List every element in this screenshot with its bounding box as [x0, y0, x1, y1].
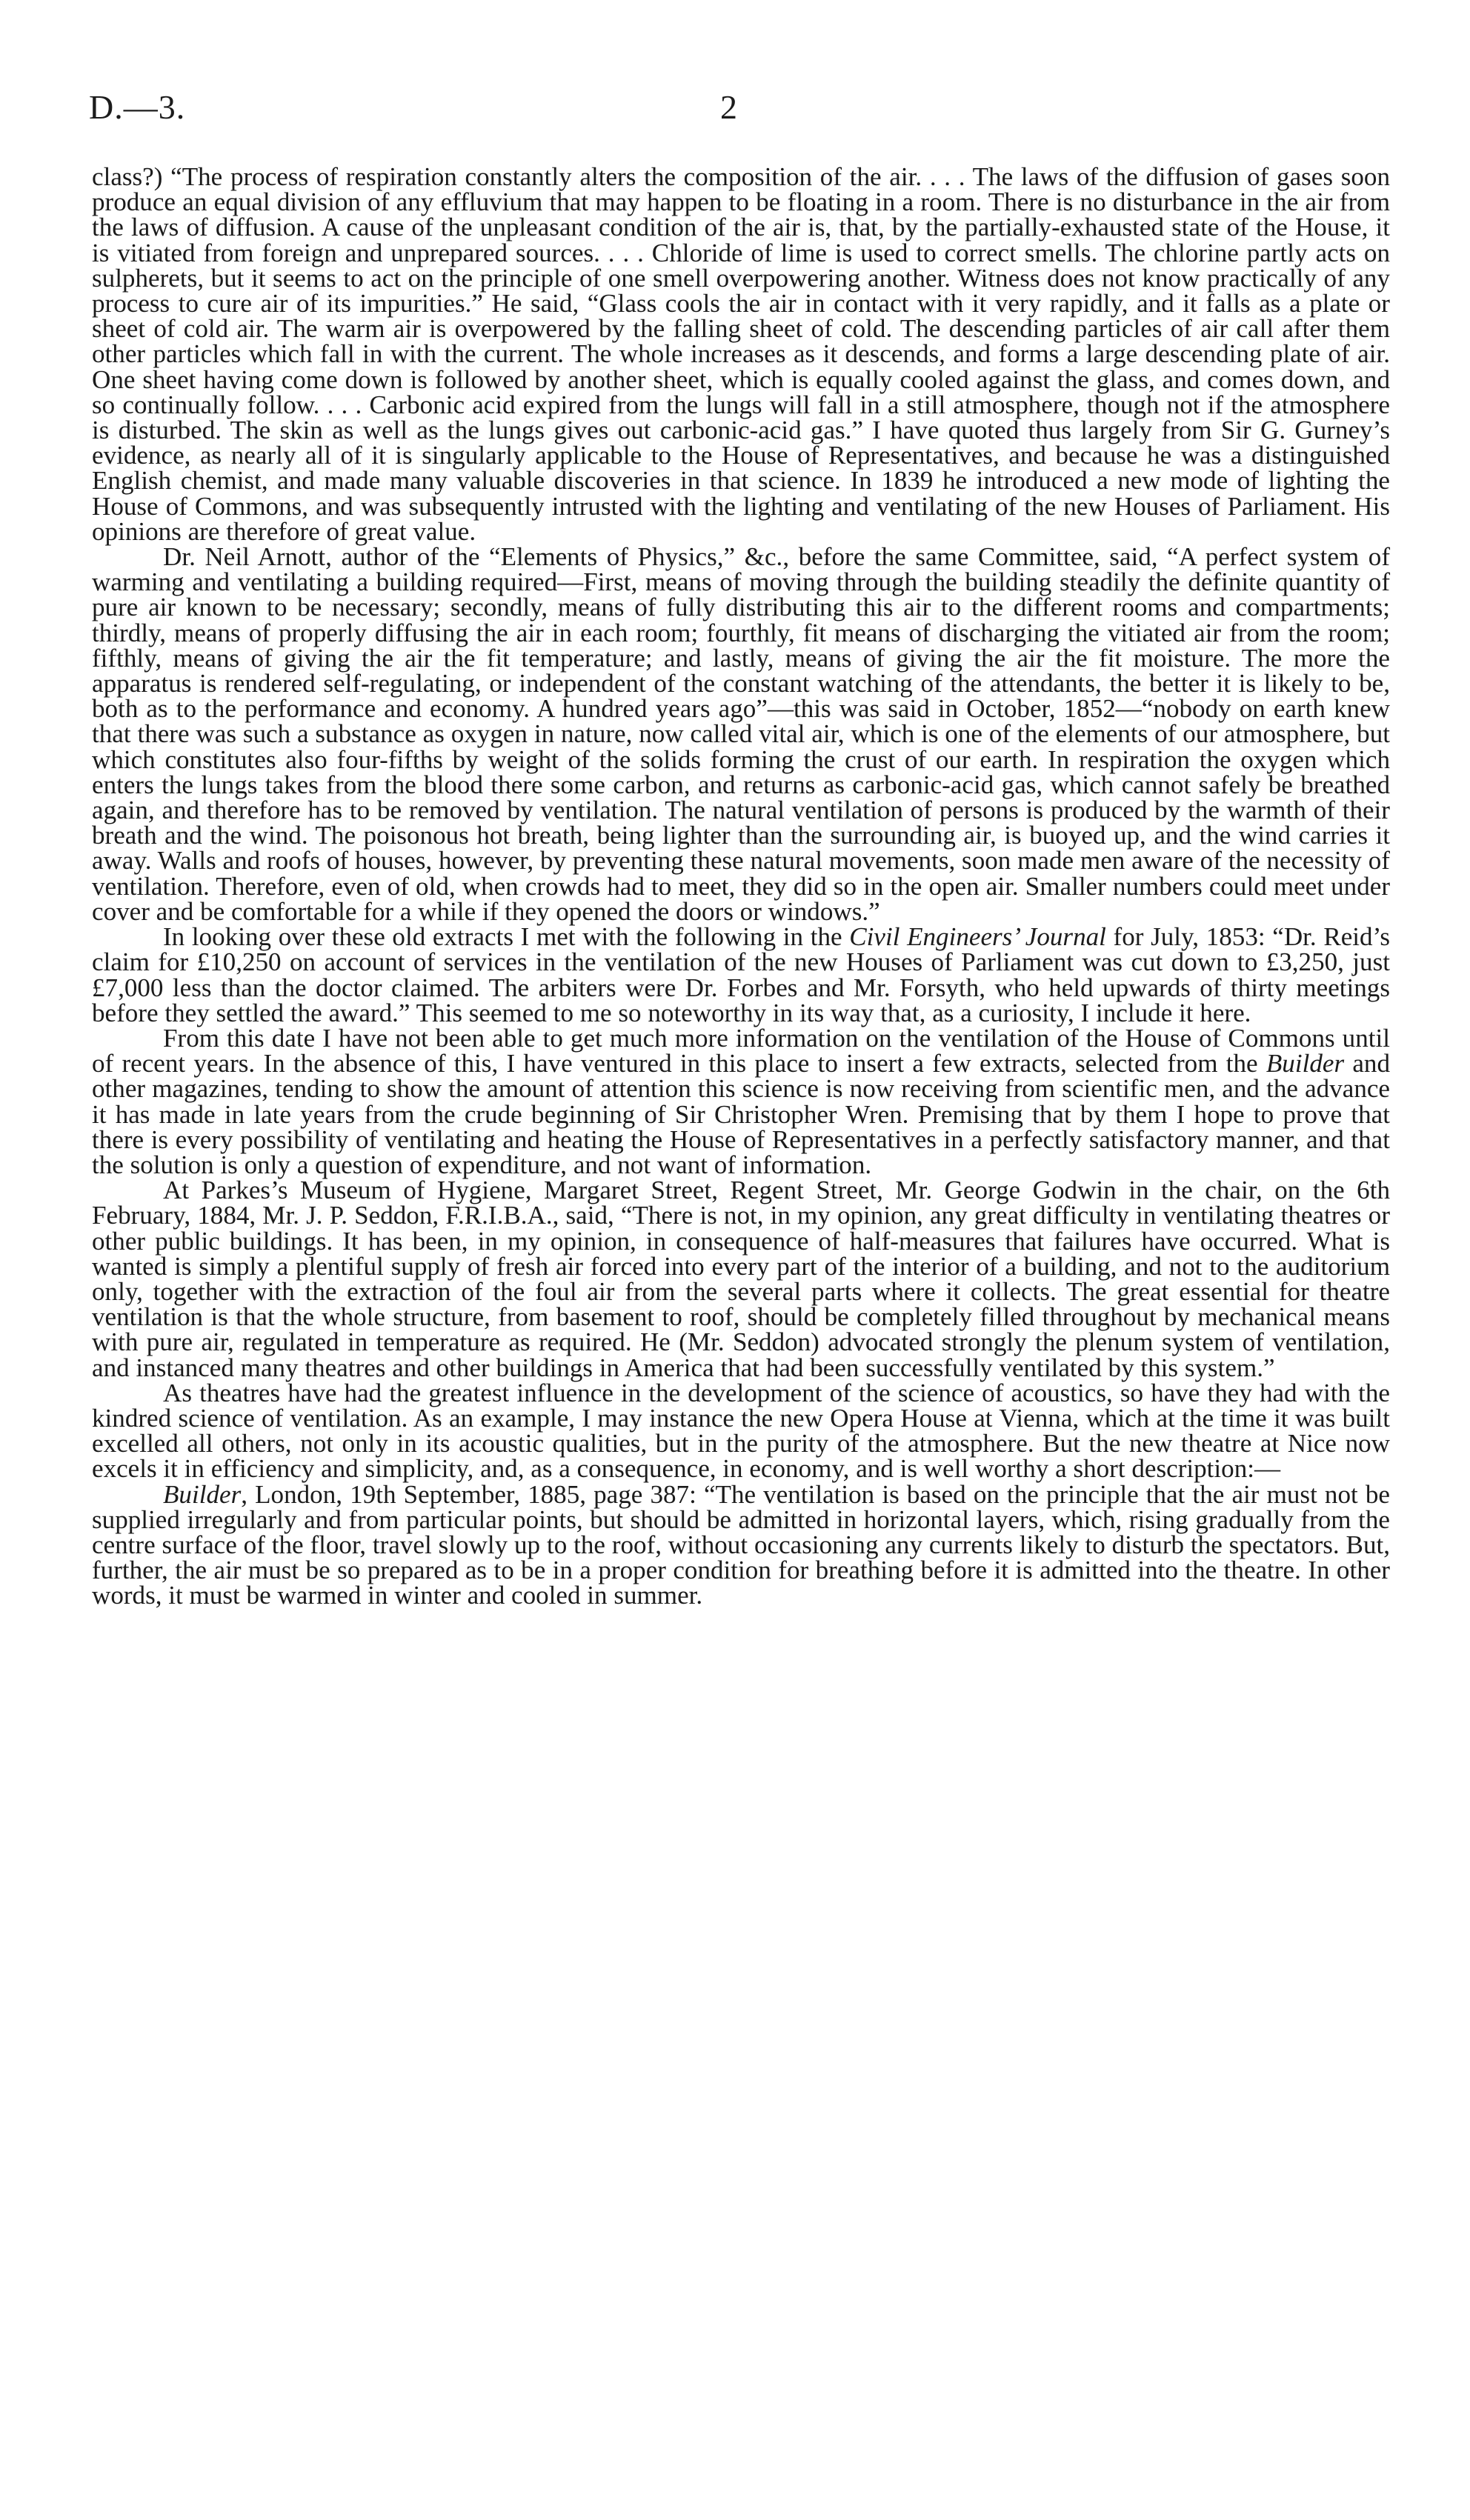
paragraph-gurney-evidence — [92, 164, 1390, 544]
page-number: 2 — [720, 88, 737, 126]
paragraph-text: and other magazines, tending to show the amount of attention this science is now receiving from scientific men, and the advance it has made in late years from the crude beginning of Sir Christopher Wren. Premising that by them I hope to prove that there is every possibility of ventilating and heating the House of Representatives in a perfectly satisfactory manner, and that the solution is only a question of expenditure, and not want of information. — [92, 1049, 1390, 1179]
journal-title: Civil Engineers’ Journal — [849, 922, 1106, 952]
paragraph-text: As theatres have had the greatest influence in the development of the science of acoustics, so have they had with the kindred science of ventilation. As an example, I may instance the new Opera House at Vienna, which at the time it was built excelled all others, not only in its acoustic qualities, but in the purity of the atmosphere. But the new theatre at Nice now excels it in efficiency and simplicity, and, as a consequence, in economy, and is well worthy a short description:— — [92, 1378, 1390, 1484]
magazine-title: Builder — [1266, 1049, 1345, 1079]
paragraph-civil-engineers-journal — [92, 924, 1390, 1026]
body-text — [92, 164, 1390, 1609]
paragraph-text: Dr. Neil Arnott, author of the “Elements of Physics,” &c., before the same Committee, said, “A perfect system of warming and ventilating a building required—First, means of moving through the building steadily the definite quantity of pure air known to be necessary; secondly, means of fully distributing this air to the different rooms and compartments; thirdly, means of properly diffusing the air in each room; fourthly, fit means of discharging the vitiated air from the room; fifthly, means of giving the air the fit temperature; and lastly, means of giving the air the fit moisture. The more the apparatus is rendered self-regulating, or independent of the constant watching of the attendants, the better it is likely to be, both as to the performance and economy. A hundred years ago”—this was said in October, 1852—“nobody on earth knew that there was such a substance as oxygen in nature, now called vital air, which is one of the elements of our atmosphere, but which constitutes also four-fifths by weight of the solids forming the crust of our earth. In respiration the oxygen which enters the lungs takes from the blood there some carbon, and returns as carbonic-acid gas, which cannot safely be breathed again, and therefore has to be removed by ventilation. The natural ventilation of persons is produced by the warmth of their breath and the wind. The poisonous hot breath, being lighter than the surrounding air, is buoyed up, and the wind carries it away. Walls and roofs of houses, however, by preventing these natural movements, soon made men aware of the necessity of ventilation. Therefore, even of old, when crowds had to meet, they did so in the open air. Smaller numbers could meet under cover and be comfortable for a while if they opened the doors or windows.” — [92, 542, 1390, 926]
paragraph-text: for July, 1853: “Dr. Reid’s claim for £10,250 on account of services in the ventilation of the new Houses of Parliament was cut down to £3,250, just £7,000 less than the doctor claimed. The arbiters were Dr. Forbes and Mr. Forsyth, who held upwards of thirty meetings before they settled the award.” This seemed to me so noteworthy in its way that, as a curiosity, I include it here. — [92, 922, 1390, 1027]
paragraph-theatres — [92, 1378, 1390, 1484]
paragraph-text: In looking over these old extracts I met with the following in the — [163, 922, 850, 952]
paragraph-extracts-intro — [92, 1023, 1390, 1179]
paragraph-arnott — [92, 544, 1390, 924]
paragraph-builder-quote — [92, 1479, 1390, 1610]
page-header — [0, 87, 1470, 132]
magazine-title: Builder — [163, 1479, 242, 1509]
document-reference: D.—3. — [89, 88, 186, 126]
paragraph-text: , London, 19th September, 1885, page 387: “The ventilation is based on the principle that the air must not be supplied irregularly and from particular points, but should be admitted in horizontal layers, which, rising gradually from the centre surface of the floor, travel slowly up to the roof, without occasioning any currents likely to disturb the spectators. But, further, the air must be so prepared as to be in a proper condition for breathing before it is admitted into the theatre. In other words, it must be warmed in winter and cooled in summer. — [92, 1479, 1390, 1610]
paragraph-text: At Parkes’s Museum of Hygiene, Margaret Street, Regent Street, Mr. George Godwin in the chair, on the 6th February, 1884, Mr. J. P. Seddon, F.R.I.B.A., said, “There is not, in my opinion, any great difficulty in ventilating theatres or other public buildings. It has been, in my opinion, in consequence of half-measures that failures have occurred. What is wanted is simply a plentiful supply of fresh air forced into every part of the interior of a building, and not to the auditorium only, together with the extraction of the foul air from the several parts where it collects. The great essential for theatre ventilation is that the whole structure, from basement to roof, should be completely filled throughout by mechanical means with pure air, regulated in temperature as required. He (Mr. Seddon) advocated strongly the plenum system of ventilation, and instanced many theatres and other buildings in America that had been successfully ventilated by this system.” — [92, 1176, 1390, 1382]
paragraph-text: class?) “The process of respiration constantly alters the composition of the air. . . . The laws of the diffusion of gases soon produce an equal division of any effluvium that may happen to be floating in a room. There is no disturbance in the air from the laws of diffusion. A cause of the unpleasant condition of the air is, that, by the partially-exhausted state of the House, it is vitiated from foreign and unprepared sources. . . . Chloride of lime is used to correct smells. The chlorine partly acts on sulpherets, but it seems to act on the principle of one smell overpowering another. Witness does not know practically of any process to cure air of its impurities.” He said, “Glass cools the air in contact with it very rapidly, and it falls as a plate or sheet of cold air. The warm air is overpowered by the falling sheet of cold. The descending particles of air call after them other particles which fall in with the current. The whole increases as it descends, and forms a large descending plate of air. One sheet having come down is followed by another sheet, which is equally cooled against the glass, and comes down, and so continually follow. . . . Carbonic acid expired from the lungs will fall in a still atmosphere, though not if the atmosphere is disturbed. The skin as well as the lungs gives out carbonic-acid gas.” I have quoted thus largely from Sir G. Gurney’s evidence, as nearly all of it is singularly applicable to the House of Representatives, and because he was a distinguished English chemist, and made many valuable discoveries in that science. In 1839 he introduced a new mode of lighting the House of Commons, and was subsequently intrusted with the lighting and ventilating of the new Houses of Parliament. His opinions are therefore of great value. — [92, 162, 1390, 546]
paragraph-text: From this date I have not been able to get much more information on the ventilation of the House of Commons until of recent years. In the absence of this, I have ventured in this place to insert a few extracts, selected from the — [92, 1023, 1390, 1079]
paragraph-parkes-museum — [92, 1178, 1390, 1381]
